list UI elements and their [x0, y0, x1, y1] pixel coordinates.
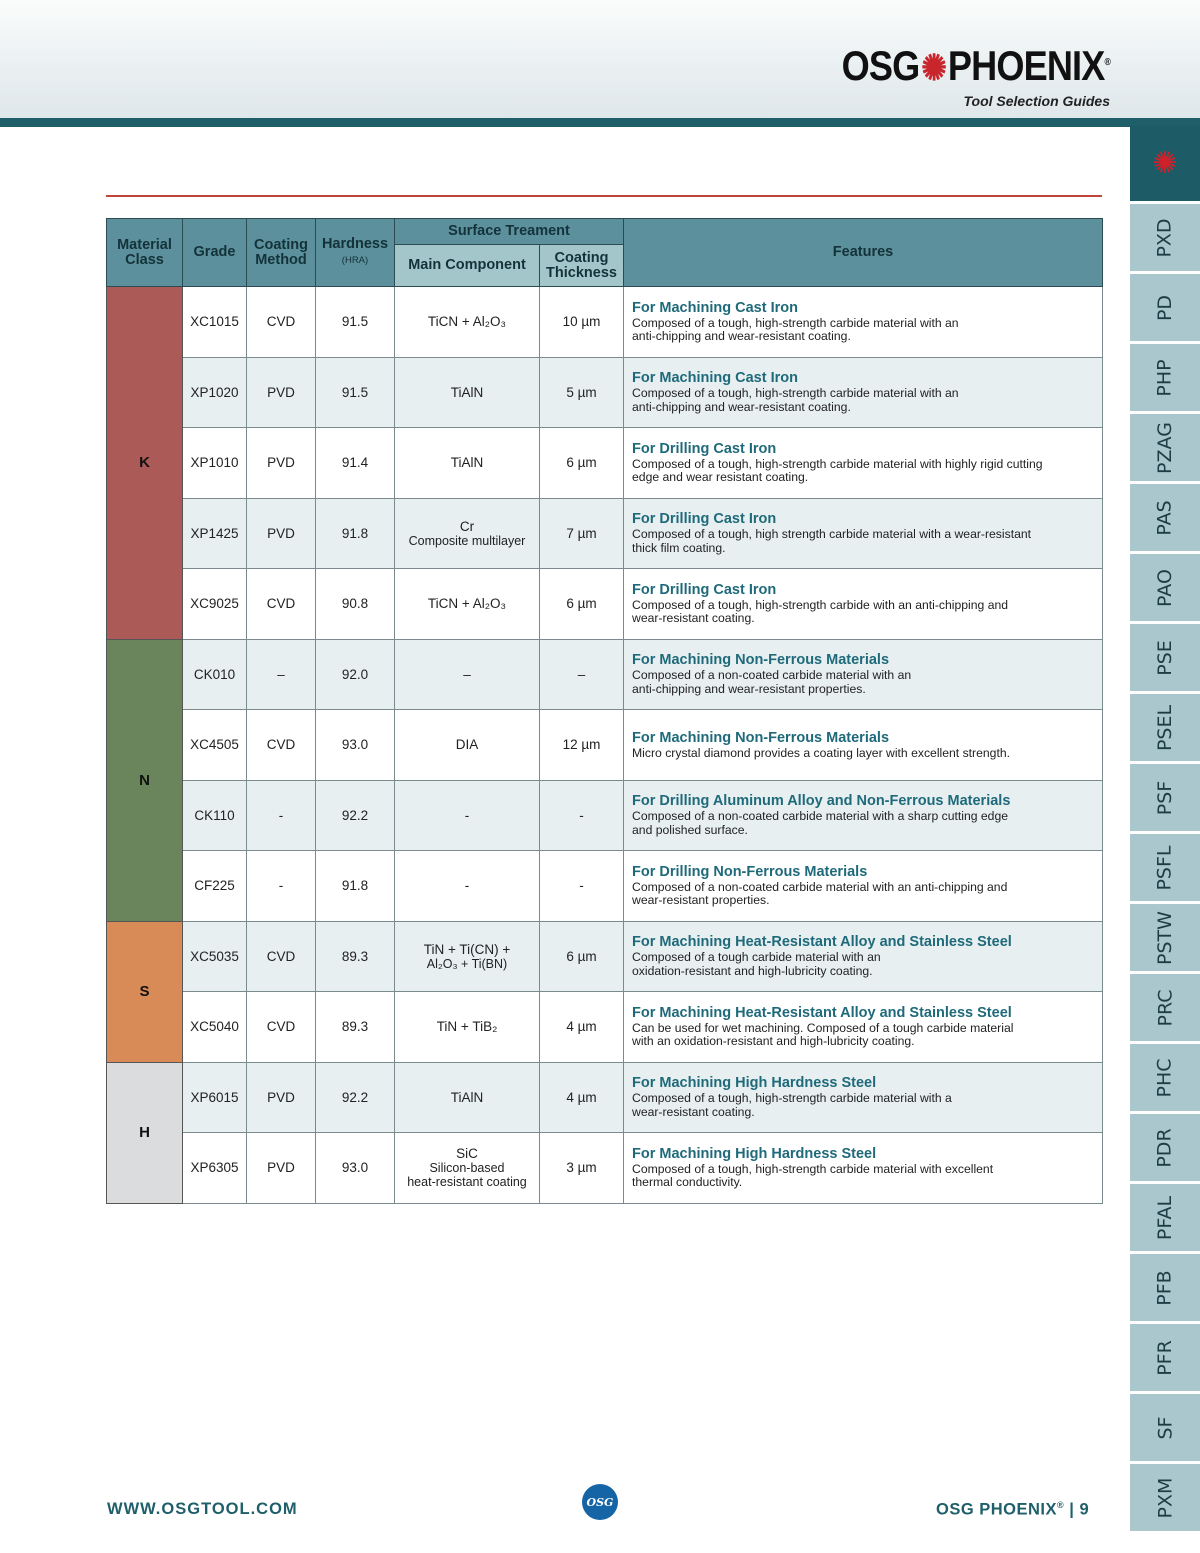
main-component-cell	[395, 992, 540, 1063]
feature-title: For Machining Heat-Resistant Alloy and Stainless Steel	[632, 1004, 1012, 1021]
feature-title: For Machining Non-Ferrous Materials	[632, 652, 890, 669]
side-tab-label: PSEL	[1153, 704, 1176, 751]
website-link[interactable]: WWW.OSGTOOL.COM	[107, 1500, 298, 1518]
feature-title: For Machining High Hardness Steel	[632, 1145, 877, 1162]
hardness-cell: 90.8	[316, 569, 395, 640]
table-row	[107, 357, 1103, 428]
side-tab-label: PAS	[1154, 499, 1176, 536]
coating-method-cell: PVD	[247, 1062, 316, 1133]
side-tab-label: PHC	[1153, 1057, 1176, 1098]
main-component-cell	[395, 780, 540, 851]
coating-method-cell: -	[247, 851, 316, 922]
main-component-cell	[395, 921, 540, 992]
side-tab-label: PSF	[1153, 780, 1176, 815]
table-row	[107, 1062, 1103, 1133]
main-component: TiAlN	[450, 1089, 484, 1105]
side-tab-pzag[interactable]	[1130, 414, 1200, 481]
main-component: TiAlN	[450, 455, 484, 471]
coating-method-cell: CVD	[247, 569, 316, 640]
header-coating-thickness: Coating Thickness	[540, 245, 624, 287]
feature-description-line2: wear-resistant properties.	[632, 893, 770, 908]
grade-table	[106, 218, 1103, 1204]
features-cell	[624, 992, 1103, 1063]
main-component-cell	[395, 639, 540, 710]
side-tab-psfl[interactable]	[1130, 834, 1200, 901]
material-class-cell: N	[107, 639, 183, 921]
grade-cell: XP1425	[183, 498, 247, 569]
grade-cell: XP1020	[183, 357, 247, 428]
main-component: -	[464, 807, 470, 823]
main-component: TiN + Ti(CN) +	[423, 941, 511, 957]
header-main-component: Main Component	[395, 245, 540, 287]
side-tab-pd[interactable]	[1130, 274, 1200, 341]
hardness-cell: 93.0	[316, 710, 395, 781]
main-component: –	[463, 666, 471, 682]
hardness-cell: 89.3	[316, 992, 395, 1063]
features-cell	[624, 780, 1103, 851]
side-tab-label: PHP	[1153, 358, 1176, 397]
main-component: -	[464, 878, 470, 894]
feature-description: Composed of a non-coated carbide material with a sharp cutting edge	[632, 809, 1009, 824]
main-component-cell	[395, 498, 540, 569]
header-hardness-label: Hardness	[321, 236, 389, 252]
feature-description-line2: oxidation-resistant and high-lubricity coating.	[632, 963, 873, 978]
header-hardness-unit: (HRA)	[341, 255, 369, 266]
side-tab-label: PD	[1154, 294, 1176, 321]
side-tab-psel[interactable]	[1130, 694, 1200, 761]
logo-subtitle: Tool Selection Guides	[963, 93, 1110, 109]
main-component: SiC	[456, 1146, 478, 1162]
feature-description: Composed of a non-coated carbide material with an	[632, 668, 912, 683]
header-features: Features	[624, 219, 1103, 287]
hardness-cell: 91.5	[316, 287, 395, 358]
side-tabs	[1130, 126, 1200, 1531]
feature-title: For Drilling Non-Ferrous Materials	[632, 863, 868, 880]
feature-description: Can be used for wet machining. Composed of a tough carbide material	[632, 1020, 1014, 1035]
coating-method-cell: CVD	[247, 992, 316, 1063]
grade-cell: XP6305	[183, 1133, 247, 1204]
coating-method-cell: CVD	[247, 710, 316, 781]
main-component-cell	[395, 1062, 540, 1133]
side-tab-pfb[interactable]	[1130, 1254, 1200, 1321]
coating-thickness-cell: 7 µm	[540, 498, 624, 569]
feature-description: Composed of a tough, high-strength carbide material with an	[632, 386, 959, 401]
feature-description: Composed of a tough, high-strength carbide material with an	[632, 315, 959, 330]
hardness-cell: 91.4	[316, 428, 395, 499]
hardness-cell: 92.0	[316, 639, 395, 710]
features-cell	[624, 921, 1103, 992]
feature-description-line2: wear-resistant coating.	[632, 1104, 755, 1119]
hardness-cell: 92.2	[316, 780, 395, 851]
side-tab-pxd[interactable]	[1130, 204, 1200, 271]
phoenix-tab-icon[interactable]: ✺	[1130, 126, 1200, 201]
table-row	[107, 428, 1103, 499]
feature-title: For Drilling Cast Iron	[632, 511, 777, 528]
side-tab-label: PSTW	[1153, 910, 1176, 965]
header-hardness	[316, 219, 395, 287]
feature-title: For Drilling Cast Iron	[632, 440, 777, 457]
main-component: TiN + TiB₂	[436, 1019, 498, 1035]
material-class-cell: S	[107, 921, 183, 1062]
hardness-cell: 89.3	[316, 921, 395, 992]
grade-cell: XC5040	[183, 992, 247, 1063]
page-number: | 9	[1069, 1500, 1090, 1519]
side-tab-pse[interactable]	[1130, 624, 1200, 691]
grade-cell: XP6015	[183, 1062, 247, 1133]
table-row	[107, 851, 1103, 922]
side-tab-pfr[interactable]	[1130, 1324, 1200, 1391]
header-coating-method: Coating Method	[247, 219, 316, 287]
coating-thickness-cell: 5 µm	[540, 357, 624, 428]
feature-title: For Machining Non-Ferrous Materials	[632, 729, 890, 746]
table-row	[107, 569, 1103, 640]
coating-method-cell: CVD	[247, 287, 316, 358]
hardness-cell: 92.2	[316, 1062, 395, 1133]
main-component: TiCN + Al₂O₃	[427, 314, 507, 330]
features-cell	[624, 569, 1103, 640]
header-surface-treatment: Surface Treament	[395, 219, 624, 245]
header-grade: Grade	[183, 219, 247, 287]
side-tab-label: PSE	[1154, 639, 1176, 676]
coating-thickness-cell: 6 µm	[540, 921, 624, 992]
main-component-line2: Silicon-based	[429, 1161, 505, 1176]
main-component: TiAlN	[450, 384, 484, 400]
main-component-cell	[395, 851, 540, 922]
material-class-cell: K	[107, 287, 183, 640]
side-tab-label: PFB	[1153, 1269, 1176, 1306]
side-tab-pas[interactable]	[1130, 484, 1200, 551]
feature-title: For Machining Heat-Resistant Alloy and Stainless Steel	[632, 934, 1012, 951]
features-cell	[624, 287, 1103, 358]
feature-title: For Drilling Aluminum Alloy and Non-Ferrous Materials	[632, 793, 1011, 810]
side-tab-label: PAO	[1154, 568, 1176, 607]
table-row	[107, 498, 1103, 569]
main-component-cell	[395, 710, 540, 781]
side-tab-label: SF	[1154, 1416, 1176, 1439]
main-component-line2: Al₂O₃ + Ti(BN)	[426, 956, 508, 971]
features-cell	[624, 428, 1103, 499]
feature-description-line2: thick film coating.	[632, 540, 726, 555]
main-component-cell	[395, 287, 540, 358]
main-component: Cr	[459, 518, 475, 534]
features-cell	[624, 710, 1103, 781]
feature-description: Composed of a tough, high strength carbide material with a wear-resistant	[632, 527, 1032, 542]
osg-footer-logo: OSG	[582, 1484, 618, 1520]
grade-cell: XC4505	[183, 710, 247, 781]
side-tab-prc[interactable]	[1130, 974, 1200, 1041]
coating-method-cell: PVD	[247, 1133, 316, 1204]
features-cell	[624, 639, 1103, 710]
footer-registered: ®	[1057, 1500, 1065, 1510]
features-cell	[624, 1133, 1103, 1204]
side-tab-pstw[interactable]	[1130, 904, 1200, 971]
coating-method-cell: –	[247, 639, 316, 710]
coating-thickness-cell: -	[540, 780, 624, 851]
side-tab-pxm[interactable]	[1130, 1464, 1200, 1531]
logo-brand-right: PHOENIX	[947, 42, 1105, 89]
hardness-cell: 91.8	[316, 851, 395, 922]
logo-brand-left: OSG	[841, 42, 920, 89]
table-row	[107, 921, 1103, 992]
coating-method-cell: PVD	[247, 428, 316, 499]
coating-thickness-cell: –	[540, 639, 624, 710]
page-header	[0, 0, 1200, 118]
osg-phoenix-logo	[798, 40, 1110, 109]
registered-mark: ®	[1104, 57, 1110, 68]
side-tab-php[interactable]	[1130, 344, 1200, 411]
phoenix-icon: ✺	[921, 47, 947, 88]
side-tab-phc[interactable]	[1130, 1044, 1200, 1111]
feature-description-line2: wear-resistant coating.	[632, 611, 755, 626]
side-tab-pao[interactable]	[1130, 554, 1200, 621]
table-row	[107, 780, 1103, 851]
feature-description-line2: thermal conductivity.	[632, 1175, 743, 1190]
side-tab-label: PSFL	[1153, 844, 1176, 891]
features-cell	[624, 498, 1103, 569]
features-cell	[624, 357, 1103, 428]
header-material-class: Material Class	[107, 219, 183, 287]
feature-description: Composed of a tough, high-strength carbide with an anti-chipping and	[632, 597, 1009, 612]
coating-thickness-cell: 4 µm	[540, 1062, 624, 1133]
side-tab-label: PFR	[1154, 1339, 1176, 1376]
coating-thickness-cell: 3 µm	[540, 1133, 624, 1204]
feature-title: For Machining Cast Iron	[632, 370, 798, 387]
feature-description-line2: and polished surface.	[632, 822, 748, 837]
feature-title: For Drilling Cast Iron	[632, 581, 777, 598]
coating-thickness-cell: 4 µm	[540, 992, 624, 1063]
table-row	[107, 1133, 1103, 1204]
coating-method-cell: PVD	[247, 357, 316, 428]
features-cell	[624, 851, 1103, 922]
grade-cell: XP1010	[183, 428, 247, 499]
main-component-line3: heat-resistant coating	[407, 1175, 527, 1190]
feature-description: Composed of a tough carbide material with an	[632, 950, 881, 965]
coating-thickness-cell: 10 µm	[540, 287, 624, 358]
side-tab-psf[interactable]	[1130, 764, 1200, 831]
coating-method-cell: CVD	[247, 921, 316, 992]
main-component-cell	[395, 569, 540, 640]
side-tab-label: PRC	[1153, 989, 1176, 1026]
main-component-cell	[395, 357, 540, 428]
feature-description-line2: anti-chipping and wear-resistant coating.	[632, 399, 851, 414]
features-cell	[624, 1062, 1103, 1133]
grade-cell: CK110	[183, 780, 247, 851]
header-bar	[0, 118, 1200, 127]
table-row	[107, 710, 1103, 781]
side-tab-pdr[interactable]	[1130, 1114, 1200, 1181]
main-component-cell	[395, 1133, 540, 1204]
feature-description: Composed of a tough, high-strength carbide material with excellent	[632, 1161, 994, 1176]
hardness-cell: 93.0	[316, 1133, 395, 1204]
coating-thickness-cell: 6 µm	[540, 428, 624, 499]
coating-method-cell: PVD	[247, 498, 316, 569]
main-component-cell	[395, 428, 540, 499]
hardness-cell: 91.5	[316, 357, 395, 428]
side-tab-label: PXM	[1154, 1477, 1176, 1518]
material-class-cell: H	[107, 1062, 183, 1203]
divider-line	[106, 195, 1102, 197]
feature-description-line2: with an oxidation-resistant and high-lubricity coating.	[632, 1034, 915, 1049]
feature-title: For Machining Cast Iron	[632, 299, 798, 316]
grade-cell: CK010	[183, 639, 247, 710]
coating-thickness-cell: 12 µm	[540, 710, 624, 781]
side-tab-label: PDR	[1153, 1127, 1176, 1168]
main-component: DIA	[455, 737, 479, 753]
coating-thickness-cell: 6 µm	[540, 569, 624, 640]
feature-description: Micro crystal diamond provides a coating layer with excellent strength.	[632, 745, 1011, 760]
feature-description: Composed of a non-coated carbide material with an anti-chipping and	[632, 879, 1008, 894]
hardness-cell: 91.8	[316, 498, 395, 569]
side-tab-label: PFAL	[1153, 1195, 1176, 1240]
table-row	[107, 287, 1103, 358]
footer-brand: OSG PHOENIX	[936, 1500, 1058, 1519]
feature-description: Composed of a tough, high-strength carbide material with a	[632, 1091, 952, 1106]
side-tab-pfal[interactable]	[1130, 1184, 1200, 1251]
grade-cell: XC1015	[183, 287, 247, 358]
coating-method-cell: -	[247, 780, 316, 851]
feature-title: For Machining High Hardness Steel	[632, 1075, 877, 1092]
side-tab-sf[interactable]	[1130, 1394, 1200, 1461]
grade-cell: CF225	[183, 851, 247, 922]
side-tab-label: PZAG	[1154, 421, 1176, 474]
grade-cell: XC5035	[183, 921, 247, 992]
feature-description-line2: edge and wear resistant coating.	[632, 470, 809, 485]
table-row	[107, 639, 1103, 710]
coating-thickness-cell: -	[540, 851, 624, 922]
page-footer-brand	[936, 1500, 1089, 1520]
feature-description-line2: anti-chipping and wear-resistant properties.	[632, 681, 866, 696]
side-tab-label: PXD	[1153, 217, 1176, 258]
feature-description: Composed of a tough, high-strength carbide material with highly rigid cutting	[632, 456, 1043, 471]
grade-cell: XC9025	[183, 569, 247, 640]
feature-description-line2: anti-chipping and wear-resistant coating.	[632, 329, 851, 344]
main-component-line2: Composite multilayer	[408, 533, 526, 548]
main-component: TiCN + Al₂O₃	[427, 596, 507, 612]
table-row	[107, 992, 1103, 1063]
